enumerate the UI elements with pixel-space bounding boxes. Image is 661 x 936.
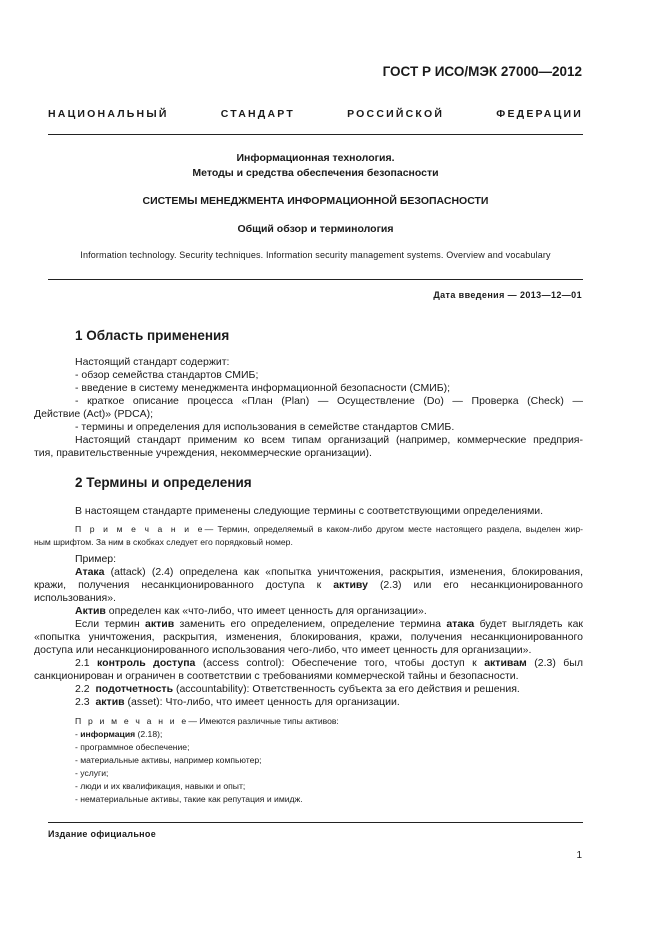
example-text: кражи, получения несанкционированного доступа к — [34, 579, 334, 591]
header-divider — [48, 134, 583, 135]
example-paragraph-3-cont: «попытка уничтожения, раскрытия, изменения, блокирования, кражи, получения несанкционированного — [34, 631, 583, 643]
applicability-text: Настоящий стандарт применим ко всем типам организаций (например, коммерческие предприя- — [75, 434, 583, 446]
page-number: 1 — [576, 850, 582, 861]
title-main: СИСТЕМЫ МЕНЕДЖМЕНТА ИНФОРМАЦИОННОЙ БЕЗОПАСНОСТИ — [142, 195, 489, 207]
example-paragraph-3-end: доступа или несанкционированного использования чего-либо, что имеет ценность для организации». — [34, 644, 532, 656]
term-number: 2.1 — [75, 657, 90, 669]
example-label: Пример: — [75, 553, 117, 565]
title-english: Information technology. Security techniques. Information security management systems. Overview and vocabulary — [80, 250, 551, 260]
term-2-3 — [34, 696, 583, 709]
example-paragraph-1 — [34, 566, 583, 579]
example-paragraph-2 — [34, 605, 583, 618]
term-number: 2.2 — [75, 683, 90, 695]
asset-type-item: - программное обеспечение; — [75, 742, 190, 752]
term-ref: актив — [145, 618, 175, 630]
term-ref: активу — [333, 579, 368, 591]
term-ref: активам — [484, 657, 527, 669]
banner-word: НАЦИОНАЛЬНЫЙ — [48, 108, 169, 120]
footer-divider — [48, 822, 583, 823]
section-2-heading: 2 Термины и определения — [75, 475, 252, 490]
example-paragraph-1-cont — [34, 579, 583, 592]
banner-word: ФЕДЕРАЦИИ — [496, 108, 583, 120]
scope-list-item: - обзор семейства стандартов СМИБ; — [75, 369, 259, 381]
term-name: актив — [95, 696, 125, 708]
scope-list-item: - краткое описание процесса «План (Plan) — Осуществление (Do) — Проверка (Check) — — [75, 395, 583, 407]
asset-type-item: - люди и их квалификация, навыки и опыт; — [75, 781, 246, 791]
term-name: подотчетность — [95, 683, 174, 695]
term-text: (access control): Обеспечение того, чтобы доступ к — [195, 657, 485, 669]
term-number: 2.3 — [75, 696, 90, 708]
banner-word: РОССИЙСКОЙ — [347, 108, 445, 120]
asset-type-item: - материальные активы, например компьютер; — [75, 755, 262, 765]
scope-list-item-cont: Действие (Act)» (PDCA); — [34, 408, 154, 420]
bullet: - — [75, 729, 81, 739]
example-text: Если термин — [75, 618, 146, 630]
note-label: П р и м е ч а н и е — [75, 716, 189, 726]
term-ref: Атака — [75, 566, 105, 578]
banner-word: СТАНДАРТ — [220, 108, 295, 120]
note-2 — [34, 715, 583, 728]
example-paragraph-3 — [34, 618, 583, 631]
term-text: (asset): Что-либо, что имеет ценность для организации. — [124, 696, 400, 708]
term-2-2 — [34, 683, 583, 696]
section-2-intro: В настоящем стандарте применены следующие термины с соответствующими определениями. — [75, 505, 544, 517]
term-ref: Актив — [75, 605, 106, 617]
term-text: (accountability): Ответственность субъекта за его действия и решения. — [173, 683, 520, 695]
note-text: (2.18); — [135, 729, 163, 739]
scope-list-item: - введение в систему менеджмента информационной безопасности (СМИБ); — [75, 382, 451, 394]
national-standard-banner — [48, 108, 583, 120]
note-text: — Термин, определяемый в каком-либо другом месте настоящего раздела, выделен жир- — [204, 524, 583, 534]
term-2-1 — [34, 657, 583, 670]
title-sub: Общий обзор и терминология — [237, 223, 394, 235]
note-1-cont: ным шрифтом. За ним в скобках следует его порядковый номер. — [34, 537, 293, 547]
title-divider — [48, 279, 583, 280]
example-text: будет выглядеть как — [474, 618, 584, 630]
section-1-heading: 1 Область применения — [75, 328, 230, 343]
asset-type-item: - нематериальные активы, такие как репутация и имидж. — [75, 794, 303, 804]
note-text: — Имеются различные типы активов: — [188, 716, 339, 726]
asset-type-item — [34, 728, 583, 741]
example-text: (2.3) или его несанкционированного — [367, 579, 583, 591]
title-line-1: Информационная технология. — [236, 152, 395, 164]
introduction-date: Дата введения — 2013—12—01 — [433, 290, 582, 300]
term-name: контроль доступа — [97, 657, 196, 669]
example-text: заменить его определением, определение термина — [174, 618, 447, 630]
term-2-1-cont: санкционирован и ограничен в соответствии с требованиями коммерческой тайны и безопасности. — [34, 670, 519, 682]
document-code: ГОСТ Р ИСО/МЭК 27000—2012 — [382, 64, 582, 79]
term-ref: информация — [80, 729, 136, 739]
official-edition-label: Издание официальное — [48, 829, 157, 839]
asset-type-item: - услуги; — [75, 768, 109, 778]
term-text: (2.3) был — [526, 657, 583, 669]
title-line-2: Методы и средства обеспечения безопасности — [192, 167, 439, 179]
note-label: П р и м е ч а н и е — [75, 524, 205, 534]
example-text: (attack) (2.4) определена как «попытка уничтожения, раскрытия, изменения, блокирования, — [104, 566, 583, 578]
example-paragraph-1-end: использования». — [34, 592, 116, 604]
section-1-intro: Настоящий стандарт содержит: — [75, 356, 230, 368]
term-ref: атака — [446, 618, 475, 630]
scope-list-item: - термины и определения для использования в семействе стандартов СМИБ. — [75, 421, 455, 433]
applicability-text-cont: тия, правительственные учреждения, некоммерческие организации). — [34, 447, 372, 459]
example-text: определен как «что-либо, что имеет ценность для организации». — [105, 605, 427, 617]
note-1 — [34, 523, 583, 536]
